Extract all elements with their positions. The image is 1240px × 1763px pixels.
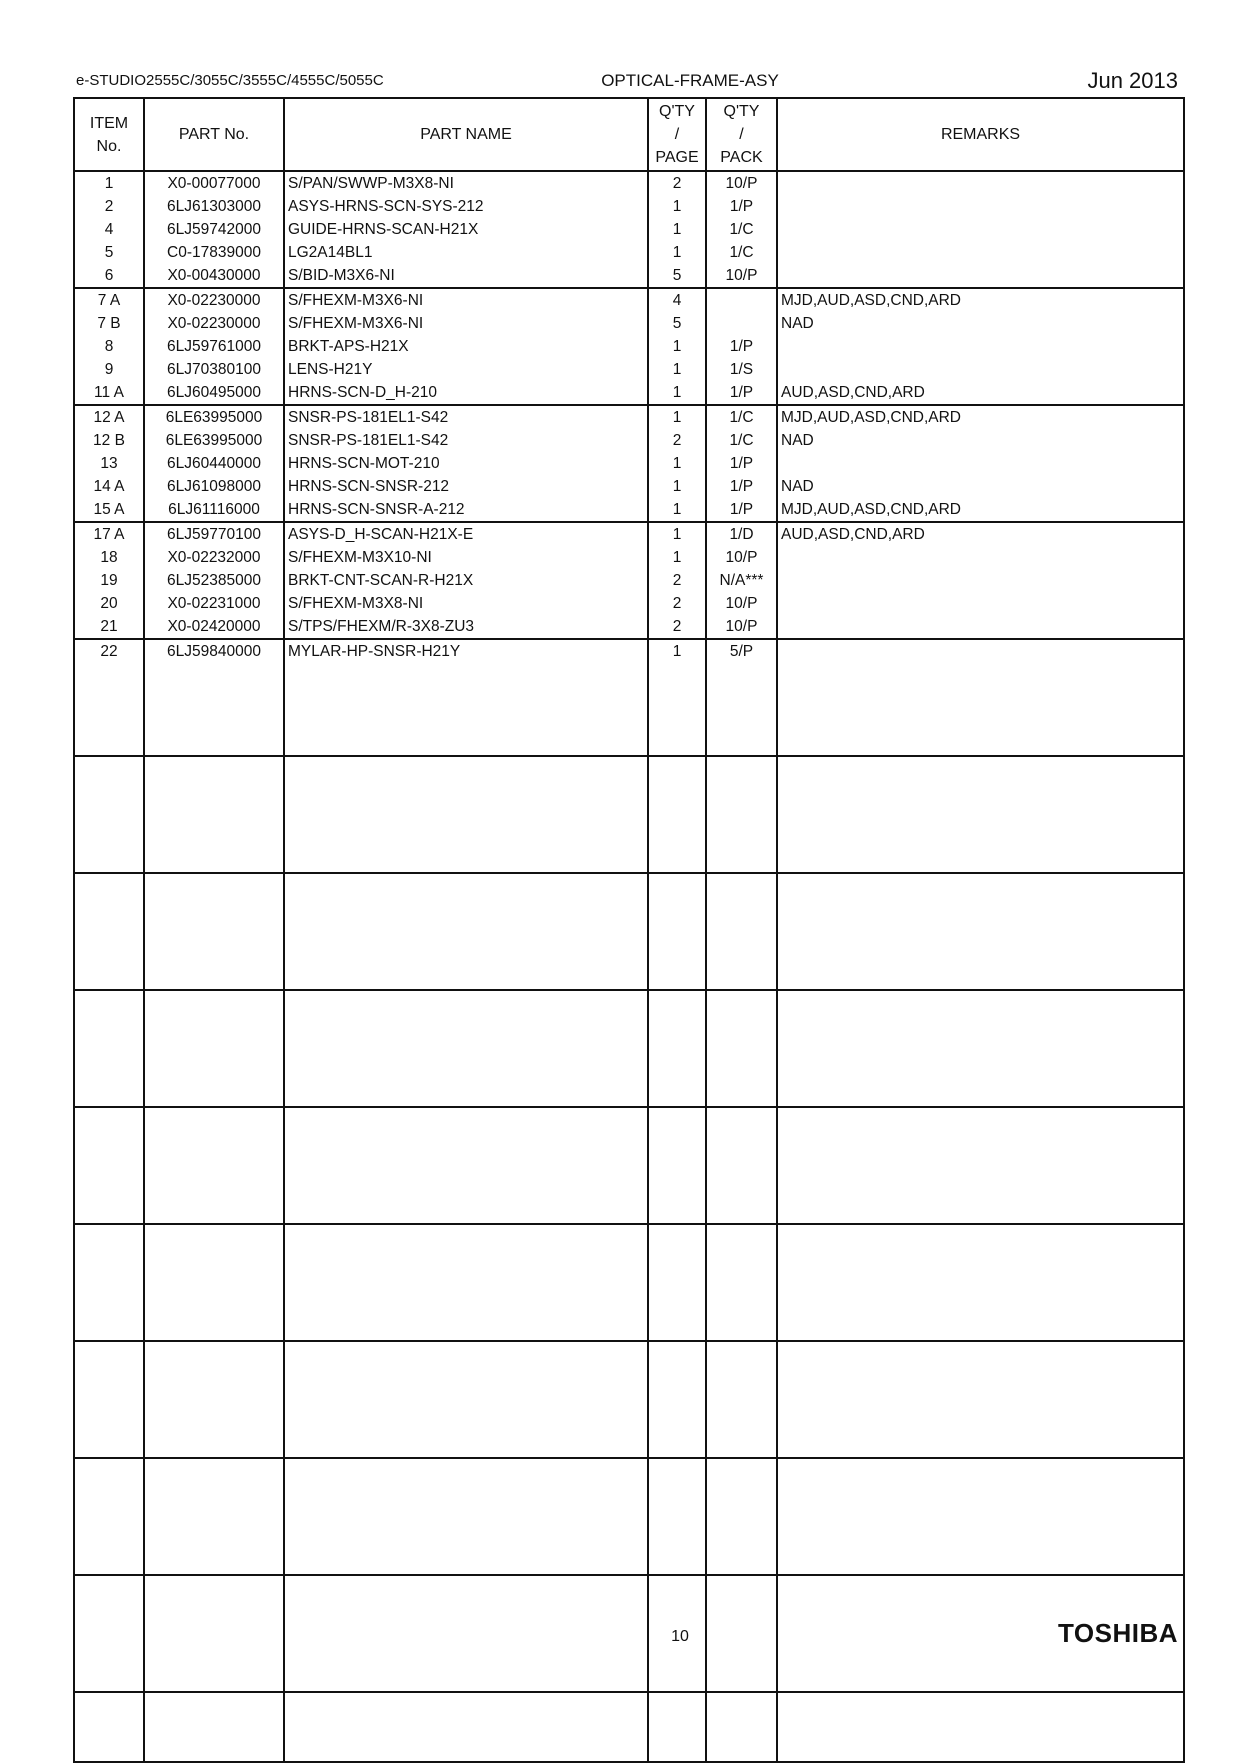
table-header-row bbox=[74, 98, 1184, 171]
qty-pack-cell: 1/P bbox=[706, 335, 777, 358]
part-name-cell: MYLAR-HP-SNSR-H21Y bbox=[284, 639, 648, 663]
empty-row bbox=[74, 663, 1184, 756]
empty-cell bbox=[777, 1224, 1184, 1341]
parts-table bbox=[73, 97, 1185, 1763]
remarks-cell bbox=[777, 592, 1184, 615]
empty-cell bbox=[648, 756, 706, 873]
part-no-cell: 6LE63995000 bbox=[144, 429, 284, 452]
qty-pack-cell: 1/P bbox=[706, 475, 777, 498]
empty-cell bbox=[284, 1692, 648, 1762]
part-no-cell: 6LJ59761000 bbox=[144, 335, 284, 358]
empty-row bbox=[74, 990, 1184, 1107]
table-row bbox=[74, 615, 1184, 639]
remarks-cell bbox=[777, 615, 1184, 639]
qty-pack-cell: 1/D bbox=[706, 522, 777, 546]
empty-cell bbox=[706, 1692, 777, 1762]
qty-pack-cell: 1/P bbox=[706, 498, 777, 522]
remarks-cell: AUD,ASD,CND,ARD bbox=[777, 522, 1184, 546]
col-item-no bbox=[74, 98, 144, 171]
table-row bbox=[74, 171, 1184, 195]
part-name-cell: GUIDE-HRNS-SCAN-H21X bbox=[284, 218, 648, 241]
table-row bbox=[74, 381, 1184, 405]
empty-cell bbox=[706, 663, 777, 756]
qty-pack-cell: 1/P bbox=[706, 452, 777, 475]
qty-pack-cell: 1/C bbox=[706, 218, 777, 241]
qty-page-cell: 5 bbox=[648, 312, 706, 335]
qty-pack-cell: 10/P bbox=[706, 592, 777, 615]
table-row bbox=[74, 195, 1184, 218]
part-name-cell: HRNS-SCN-D_H-210 bbox=[284, 381, 648, 405]
empty-cell bbox=[648, 663, 706, 756]
empty-cell bbox=[648, 873, 706, 990]
item-no-cell: 12 A bbox=[74, 405, 144, 429]
remarks-cell bbox=[777, 241, 1184, 264]
part-no-cell: X0-02230000 bbox=[144, 312, 284, 335]
part-no-cell: 6LJ59770100 bbox=[144, 522, 284, 546]
table-row bbox=[74, 358, 1184, 381]
revision-date: Jun 2013 bbox=[1087, 68, 1178, 93]
empty-row bbox=[74, 1341, 1184, 1458]
remarks-cell bbox=[777, 195, 1184, 218]
empty-cell bbox=[284, 756, 648, 873]
part-name-cell: S/TPS/FHEXM/R-3X8-ZU3 bbox=[284, 615, 648, 639]
empty-cell bbox=[648, 1107, 706, 1224]
qty-pack-cell bbox=[706, 288, 777, 312]
part-no-cell: 6LJ59840000 bbox=[144, 639, 284, 663]
part-name-cell: HRNS-SCN-MOT-210 bbox=[284, 452, 648, 475]
col-qty-pack-line1: Q'TY bbox=[723, 103, 760, 120]
qty-pack-cell: 1/C bbox=[706, 241, 777, 264]
empty-cell bbox=[648, 1458, 706, 1575]
empty-cell bbox=[706, 873, 777, 990]
part-no-cell: 6LJ61098000 bbox=[144, 475, 284, 498]
item-no-cell: 9 bbox=[74, 358, 144, 381]
item-no-cell: 13 bbox=[74, 452, 144, 475]
table-row bbox=[74, 498, 1184, 522]
empty-cell bbox=[648, 990, 706, 1107]
table-row bbox=[74, 546, 1184, 569]
qty-page-cell: 2 bbox=[648, 615, 706, 639]
qty-pack-cell: 1/P bbox=[706, 381, 777, 405]
empty-cell bbox=[777, 1107, 1184, 1224]
qty-page-cell: 2 bbox=[648, 171, 706, 195]
item-no-cell: 20 bbox=[74, 592, 144, 615]
table-row bbox=[74, 241, 1184, 264]
empty-cell bbox=[777, 756, 1184, 873]
empty-cell bbox=[648, 1692, 706, 1762]
qty-pack-cell: 1/C bbox=[706, 405, 777, 429]
qty-page-cell: 1 bbox=[648, 358, 706, 381]
table-row bbox=[74, 522, 1184, 546]
col-part-name: PART NAME bbox=[284, 98, 648, 171]
table-row bbox=[74, 264, 1184, 288]
table-row bbox=[74, 312, 1184, 335]
empty-cell bbox=[144, 1224, 284, 1341]
empty-cell bbox=[706, 1224, 777, 1341]
part-no-cell: 6LJ60440000 bbox=[144, 452, 284, 475]
table-row bbox=[74, 405, 1184, 429]
part-name-cell: BRKT-APS-H21X bbox=[284, 335, 648, 358]
part-name-cell: SNSR-PS-181EL1-S42 bbox=[284, 405, 648, 429]
item-no-cell: 7 B bbox=[74, 312, 144, 335]
item-no-cell: 17 A bbox=[74, 522, 144, 546]
remarks-cell bbox=[777, 171, 1184, 195]
qty-page-cell: 1 bbox=[648, 546, 706, 569]
item-no-cell: 14 A bbox=[74, 475, 144, 498]
remarks-cell bbox=[777, 546, 1184, 569]
remarks-cell bbox=[777, 218, 1184, 241]
item-no-cell: 2 bbox=[74, 195, 144, 218]
empty-cell bbox=[74, 1458, 144, 1575]
part-name-cell: ASYS-D_H-SCAN-H21X-E bbox=[284, 522, 648, 546]
qty-page-cell: 2 bbox=[648, 569, 706, 592]
table-row bbox=[74, 475, 1184, 498]
part-no-cell: 6LE63995000 bbox=[144, 405, 284, 429]
table-row bbox=[74, 592, 1184, 615]
item-no-cell: 4 bbox=[74, 218, 144, 241]
part-name-cell: ASYS-HRNS-SCN-SYS-212 bbox=[284, 195, 648, 218]
part-name-cell: SNSR-PS-181EL1-S42 bbox=[284, 429, 648, 452]
empty-cell bbox=[777, 1341, 1184, 1458]
part-name-cell: S/FHEXM-M3X6-NI bbox=[284, 288, 648, 312]
remarks-cell bbox=[777, 569, 1184, 592]
empty-cell bbox=[706, 1458, 777, 1575]
col-item-no-line2: No. bbox=[96, 137, 122, 155]
qty-page-cell: 1 bbox=[648, 452, 706, 475]
qty-page-cell: 1 bbox=[648, 639, 706, 663]
brand-logo: TOSHIBA bbox=[1057, 1618, 1178, 1648]
empty-cell bbox=[284, 873, 648, 990]
part-no-cell: X0-00077000 bbox=[144, 171, 284, 195]
part-name-cell: S/FHEXM-M3X6-NI bbox=[284, 312, 648, 335]
remarks-cell: NAD bbox=[777, 312, 1184, 335]
empty-row bbox=[74, 1692, 1184, 1762]
qty-pack-cell: 10/P bbox=[706, 546, 777, 569]
part-no-cell: 6LJ61303000 bbox=[144, 195, 284, 218]
empty-row bbox=[74, 1224, 1184, 1341]
qty-pack-cell: 5/P bbox=[706, 639, 777, 663]
empty-cell bbox=[144, 1575, 284, 1692]
qty-page-cell: 1 bbox=[648, 381, 706, 405]
col-qty-pack bbox=[706, 98, 777, 171]
item-no-cell: 21 bbox=[74, 615, 144, 639]
part-name-cell: S/FHEXM-M3X8-NI bbox=[284, 592, 648, 615]
empty-cell bbox=[144, 756, 284, 873]
qty-page-cell: 2 bbox=[648, 592, 706, 615]
remarks-cell: AUD,ASD,CND,ARD bbox=[777, 381, 1184, 405]
empty-cell bbox=[706, 990, 777, 1107]
empty-cell bbox=[284, 1458, 648, 1575]
col-qty-page-line1: Q'TY bbox=[659, 103, 695, 120]
empty-cell bbox=[706, 1107, 777, 1224]
empty-cell bbox=[284, 1107, 648, 1224]
empty-cell bbox=[284, 663, 648, 756]
part-no-cell: X0-02231000 bbox=[144, 592, 284, 615]
qty-page-cell: 1 bbox=[648, 195, 706, 218]
remarks-cell bbox=[777, 358, 1184, 381]
empty-cell bbox=[144, 663, 284, 756]
part-name-cell: S/FHEXM-M3X10-NI bbox=[284, 546, 648, 569]
empty-cell bbox=[144, 873, 284, 990]
part-name-cell: S/PAN/SWWP-M3X8-NI bbox=[284, 171, 648, 195]
empty-row bbox=[74, 1107, 1184, 1224]
empty-cell bbox=[777, 1458, 1184, 1575]
item-no-cell: 19 bbox=[74, 569, 144, 592]
empty-cell bbox=[777, 873, 1184, 990]
part-name-cell: S/BID-M3X6-NI bbox=[284, 264, 648, 288]
part-no-cell: X0-02230000 bbox=[144, 288, 284, 312]
qty-page-cell: 1 bbox=[648, 218, 706, 241]
qty-page-cell: 1 bbox=[648, 522, 706, 546]
part-no-cell: 6LJ60495000 bbox=[144, 381, 284, 405]
item-no-cell: 11 A bbox=[74, 381, 144, 405]
empty-cell bbox=[144, 1341, 284, 1458]
col-part-no: PART No. bbox=[144, 98, 284, 171]
empty-cell bbox=[74, 663, 144, 756]
qty-page-cell: 1 bbox=[648, 241, 706, 264]
table-row bbox=[74, 639, 1184, 663]
empty-cell bbox=[648, 1224, 706, 1341]
empty-cell bbox=[144, 1458, 284, 1575]
part-no-cell: 6LJ61116000 bbox=[144, 498, 284, 522]
empty-cell bbox=[777, 663, 1184, 756]
item-no-cell: 15 A bbox=[74, 498, 144, 522]
empty-row bbox=[74, 1458, 1184, 1575]
qty-page-cell: 2 bbox=[648, 429, 706, 452]
empty-cell bbox=[284, 1224, 648, 1341]
empty-cell bbox=[144, 1107, 284, 1224]
qty-page-cell: 4 bbox=[648, 288, 706, 312]
part-no-cell: X0-02420000 bbox=[144, 615, 284, 639]
empty-cell bbox=[777, 1692, 1184, 1762]
part-no-cell: C0-17839000 bbox=[144, 241, 284, 264]
qty-pack-cell: 10/P bbox=[706, 264, 777, 288]
table-row bbox=[74, 452, 1184, 475]
empty-cell bbox=[144, 990, 284, 1107]
part-no-cell: 6LJ52385000 bbox=[144, 569, 284, 592]
qty-pack-cell: 1/C bbox=[706, 429, 777, 452]
qty-pack-cell bbox=[706, 312, 777, 335]
table-row bbox=[74, 335, 1184, 358]
empty-row bbox=[74, 756, 1184, 873]
empty-cell bbox=[74, 1341, 144, 1458]
empty-cell bbox=[74, 756, 144, 873]
item-no-cell: 5 bbox=[74, 241, 144, 264]
section-title: OPTICAL-FRAME-ASY bbox=[601, 71, 779, 90]
item-no-cell: 22 bbox=[74, 639, 144, 663]
item-no-cell: 12 B bbox=[74, 429, 144, 452]
remarks-cell: MJD,AUD,ASD,CND,ARD bbox=[777, 498, 1184, 522]
empty-cell bbox=[74, 873, 144, 990]
empty-cell bbox=[74, 1107, 144, 1224]
part-name-cell: BRKT-CNT-SCAN-R-H21X bbox=[284, 569, 648, 592]
col-qty-pack-line2: / bbox=[739, 126, 744, 143]
part-name-cell: LG2A14BL1 bbox=[284, 241, 648, 264]
qty-page-cell: 1 bbox=[648, 405, 706, 429]
item-no-cell: 8 bbox=[74, 335, 144, 358]
table-row bbox=[74, 288, 1184, 312]
empty-cell bbox=[74, 1692, 144, 1762]
qty-page-cell: 1 bbox=[648, 498, 706, 522]
col-qty-pack-line3: PACK bbox=[720, 149, 763, 166]
remarks-cell: NAD bbox=[777, 429, 1184, 452]
empty-cell bbox=[284, 1341, 648, 1458]
col-qty-page bbox=[648, 98, 706, 171]
remarks-cell: MJD,AUD,ASD,CND,ARD bbox=[777, 288, 1184, 312]
table-row bbox=[74, 429, 1184, 452]
qty-pack-cell: N/A*** bbox=[706, 569, 777, 592]
empty-cell bbox=[74, 1224, 144, 1341]
model-list: e-STUDIO2555C/3055C/3555C/4555C/5055C bbox=[76, 72, 384, 89]
page-number: 10 bbox=[671, 1628, 689, 1645]
part-no-cell: X0-00430000 bbox=[144, 264, 284, 288]
part-no-cell: X0-02232000 bbox=[144, 546, 284, 569]
qty-page-cell: 1 bbox=[648, 475, 706, 498]
item-no-cell: 7 A bbox=[74, 288, 144, 312]
remarks-cell bbox=[777, 639, 1184, 663]
item-no-cell: 1 bbox=[74, 171, 144, 195]
part-no-cell: 6LJ70380100 bbox=[144, 358, 284, 381]
remarks-cell: MJD,AUD,ASD,CND,ARD bbox=[777, 405, 1184, 429]
table-row bbox=[74, 569, 1184, 592]
empty-cell bbox=[648, 1341, 706, 1458]
qty-page-cell: 1 bbox=[648, 335, 706, 358]
empty-cell bbox=[74, 990, 144, 1107]
item-no-cell: 6 bbox=[74, 264, 144, 288]
empty-cell bbox=[706, 1341, 777, 1458]
empty-cell bbox=[777, 990, 1184, 1107]
remarks-cell bbox=[777, 452, 1184, 475]
remarks-cell: NAD bbox=[777, 475, 1184, 498]
parts-table-body bbox=[74, 171, 1184, 1762]
remarks-cell bbox=[777, 335, 1184, 358]
empty-cell bbox=[144, 1692, 284, 1762]
part-name-cell: HRNS-SCN-SNSR-212 bbox=[284, 475, 648, 498]
col-qty-page-line2: / bbox=[674, 126, 680, 143]
qty-pack-cell: 1/P bbox=[706, 195, 777, 218]
col-remarks: REMARKS bbox=[777, 98, 1184, 171]
table-row bbox=[74, 218, 1184, 241]
part-no-cell: 6LJ59742000 bbox=[144, 218, 284, 241]
empty-cell bbox=[284, 990, 648, 1107]
item-no-cell: 18 bbox=[74, 546, 144, 569]
qty-pack-cell: 10/P bbox=[706, 615, 777, 639]
empty-cell bbox=[74, 1575, 144, 1692]
col-item-no-line1: ITEM bbox=[89, 114, 129, 132]
empty-cell bbox=[706, 756, 777, 873]
remarks-cell bbox=[777, 264, 1184, 288]
part-name-cell: HRNS-SCN-SNSR-A-212 bbox=[284, 498, 648, 522]
qty-page-cell: 5 bbox=[648, 264, 706, 288]
col-qty-page-line3: PAGE bbox=[655, 149, 699, 166]
qty-pack-cell: 1/S bbox=[706, 358, 777, 381]
part-name-cell: LENS-H21Y bbox=[284, 358, 648, 381]
qty-pack-cell: 10/P bbox=[706, 171, 777, 195]
empty-row bbox=[74, 873, 1184, 990]
